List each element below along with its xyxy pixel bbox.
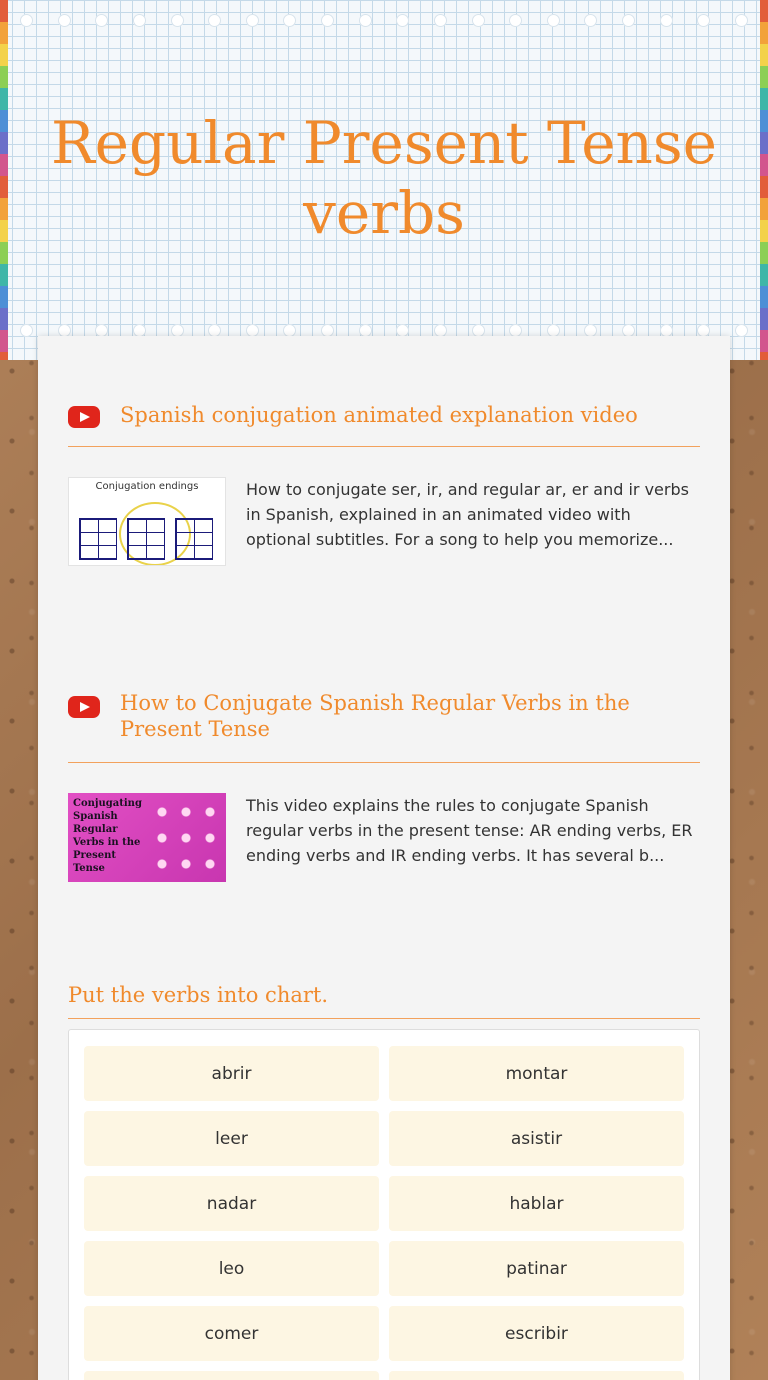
verb-tile-hablar[interactable]: hablar: [389, 1176, 684, 1231]
video-row-2: [68, 793, 700, 882]
header-banner: [0, 0, 768, 360]
verb-grid: [84, 1046, 684, 1380]
thumbnail-grid: [79, 518, 117, 560]
verb-tile-leo[interactable]: leo: [84, 1241, 379, 1296]
verb-tile[interactable]: [389, 1371, 684, 1380]
thumbnail-icons: [150, 799, 222, 877]
video-thumbnail-1[interactable]: [68, 477, 226, 566]
thumbnail-grid: [175, 518, 213, 560]
verb-tile-nadar[interactable]: nadar: [84, 1176, 379, 1231]
right-color-stripe: [760, 0, 768, 360]
video-title-2[interactable]: How to Conjugate Spanish Regular Verbs in the Present Tense: [120, 691, 630, 741]
video-header-1: [68, 402, 700, 447]
verb-tile[interactable]: [84, 1371, 379, 1380]
thumbnail-caption: Conjugation endings: [95, 481, 199, 492]
verb-bank: [68, 1029, 700, 1380]
verb-tile-abrir[interactable]: abrir: [84, 1046, 379, 1101]
verb-tile-patinar[interactable]: patinar: [389, 1241, 684, 1296]
page-title: Regular Present Tense verbs: [51, 109, 717, 247]
verb-tile-asistir[interactable]: asistir: [389, 1111, 684, 1166]
binder-holes-top: [20, 14, 748, 30]
youtube-play-icon[interactable]: [68, 696, 100, 718]
video-title-1[interactable]: Spanish conjugation animated explanation video: [120, 403, 638, 427]
video-header-2: [68, 690, 700, 763]
verb-tile-leer[interactable]: leer: [84, 1111, 379, 1166]
video-description-1: How to conjugate ser, ir, and regular ar, er and ir verbs in Spanish, explained in an animated video with optional subtitles. For a song to help you memorize...: [246, 480, 689, 549]
video-thumbnail-2[interactable]: [68, 793, 226, 882]
verb-tile-montar[interactable]: montar: [389, 1046, 684, 1101]
worksheet-card: [38, 336, 730, 1380]
video-row-1: [68, 477, 700, 566]
youtube-play-icon[interactable]: [68, 406, 100, 428]
chart-title: Put the verbs into chart.: [68, 982, 700, 1019]
thumbnail-grid: [127, 518, 165, 560]
thumbnail-caption: Conjugating Spanish Regular Verbs in the Present Tense: [73, 798, 142, 874]
video-description-2: This video explains the rules to conjugate Spanish regular verbs in the present tense: AR ending verbs, ER ending verbs and IR ending verbs. It has several b...: [246, 796, 693, 865]
left-color-stripe: [0, 0, 8, 360]
verb-tile-comer[interactable]: comer: [84, 1306, 379, 1361]
verb-tile-escribir[interactable]: escribir: [389, 1306, 684, 1361]
video-section-1: [68, 402, 700, 566]
video-section-2: [68, 690, 700, 882]
verb-chart-section: [68, 982, 700, 1380]
